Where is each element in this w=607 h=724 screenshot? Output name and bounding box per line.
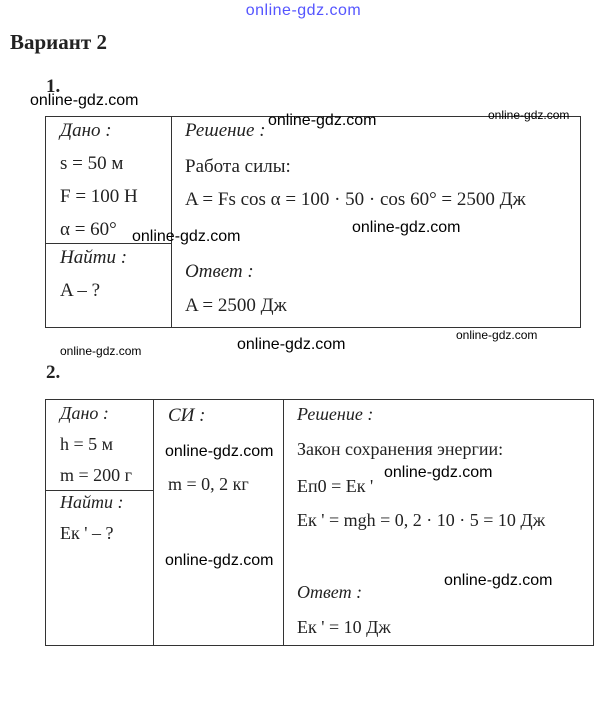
problem2-si-value: m = 0, 2 кг [168,474,249,494]
watermark: online-gdz.com [488,108,570,122]
problem2-si-label: СИ : [168,405,206,426]
problem2-answer-label: Ответ : [297,582,363,602]
problem1-given-3: α = 60° [60,219,117,240]
problem2-solution-line-2: Eп0 = Eк ' [297,476,374,496]
problem2-given-2: m = 200 г [60,465,133,485]
watermark: online-gdz.com [352,219,461,236]
problem2-solution-line-1: Закон сохранения энергии: [297,439,504,459]
watermark: online-gdz.com [237,336,346,353]
problem1-solution-line-1: Работа силы: [185,156,291,177]
watermark: online-gdz.com [268,112,377,129]
problem2-find-label: Найти : [60,492,124,512]
problem2-answer: Eк ' = 10 Дж [297,617,391,637]
problem2-given-1: h = 5 м [60,434,114,454]
problem1-given-2: F = 100 Н [60,186,138,207]
problem2-given-label: Дано : [60,403,109,423]
problem2-divider-1 [153,399,154,646]
watermark: online-gdz.com [165,443,274,460]
problem1-given-1: s = 50 м [60,153,124,174]
problem2-solution-line-3: Eк ' = mgh = 0, 2 · 10 · 5 = 10 Дж [297,510,546,530]
problem1-table [45,116,581,328]
problem2-solution-label: Решение : [297,404,374,424]
watermark: online-gdz.com [165,552,274,569]
problem2-divider-2 [283,399,284,646]
problem1-find-label: Найти : [60,247,128,268]
watermark: online-gdz.com [444,572,553,589]
problem1-solution-line-2: A = Fs cos α = 100 · 50 · cos 60° = 2500 Дж [185,189,526,210]
header-watermark: online-gdz.com [245,2,362,19]
problem2-given-divider [45,490,153,491]
page-title: Вариант 2 [10,30,107,54]
problem2-find: Eк ' – ? [60,523,114,543]
problem1-solution-label: Решение : [185,120,266,141]
watermark: online-gdz.com [30,92,139,109]
problem1-number: 1. [46,76,61,97]
problem1-answer-label: Ответ : [185,261,254,282]
watermark: online-gdz.com [60,344,142,358]
problem1-find: A – ? [60,280,101,301]
problem2-number: 2. [46,362,61,383]
watermark: online-gdz.com [384,464,493,481]
problem1-given-label: Дано : [60,120,112,141]
problem1-answer: A = 2500 Дж [185,295,287,316]
watermark: online-gdz.com [456,328,538,342]
watermark: online-gdz.com [132,228,241,245]
problem1-divider [171,116,172,328]
